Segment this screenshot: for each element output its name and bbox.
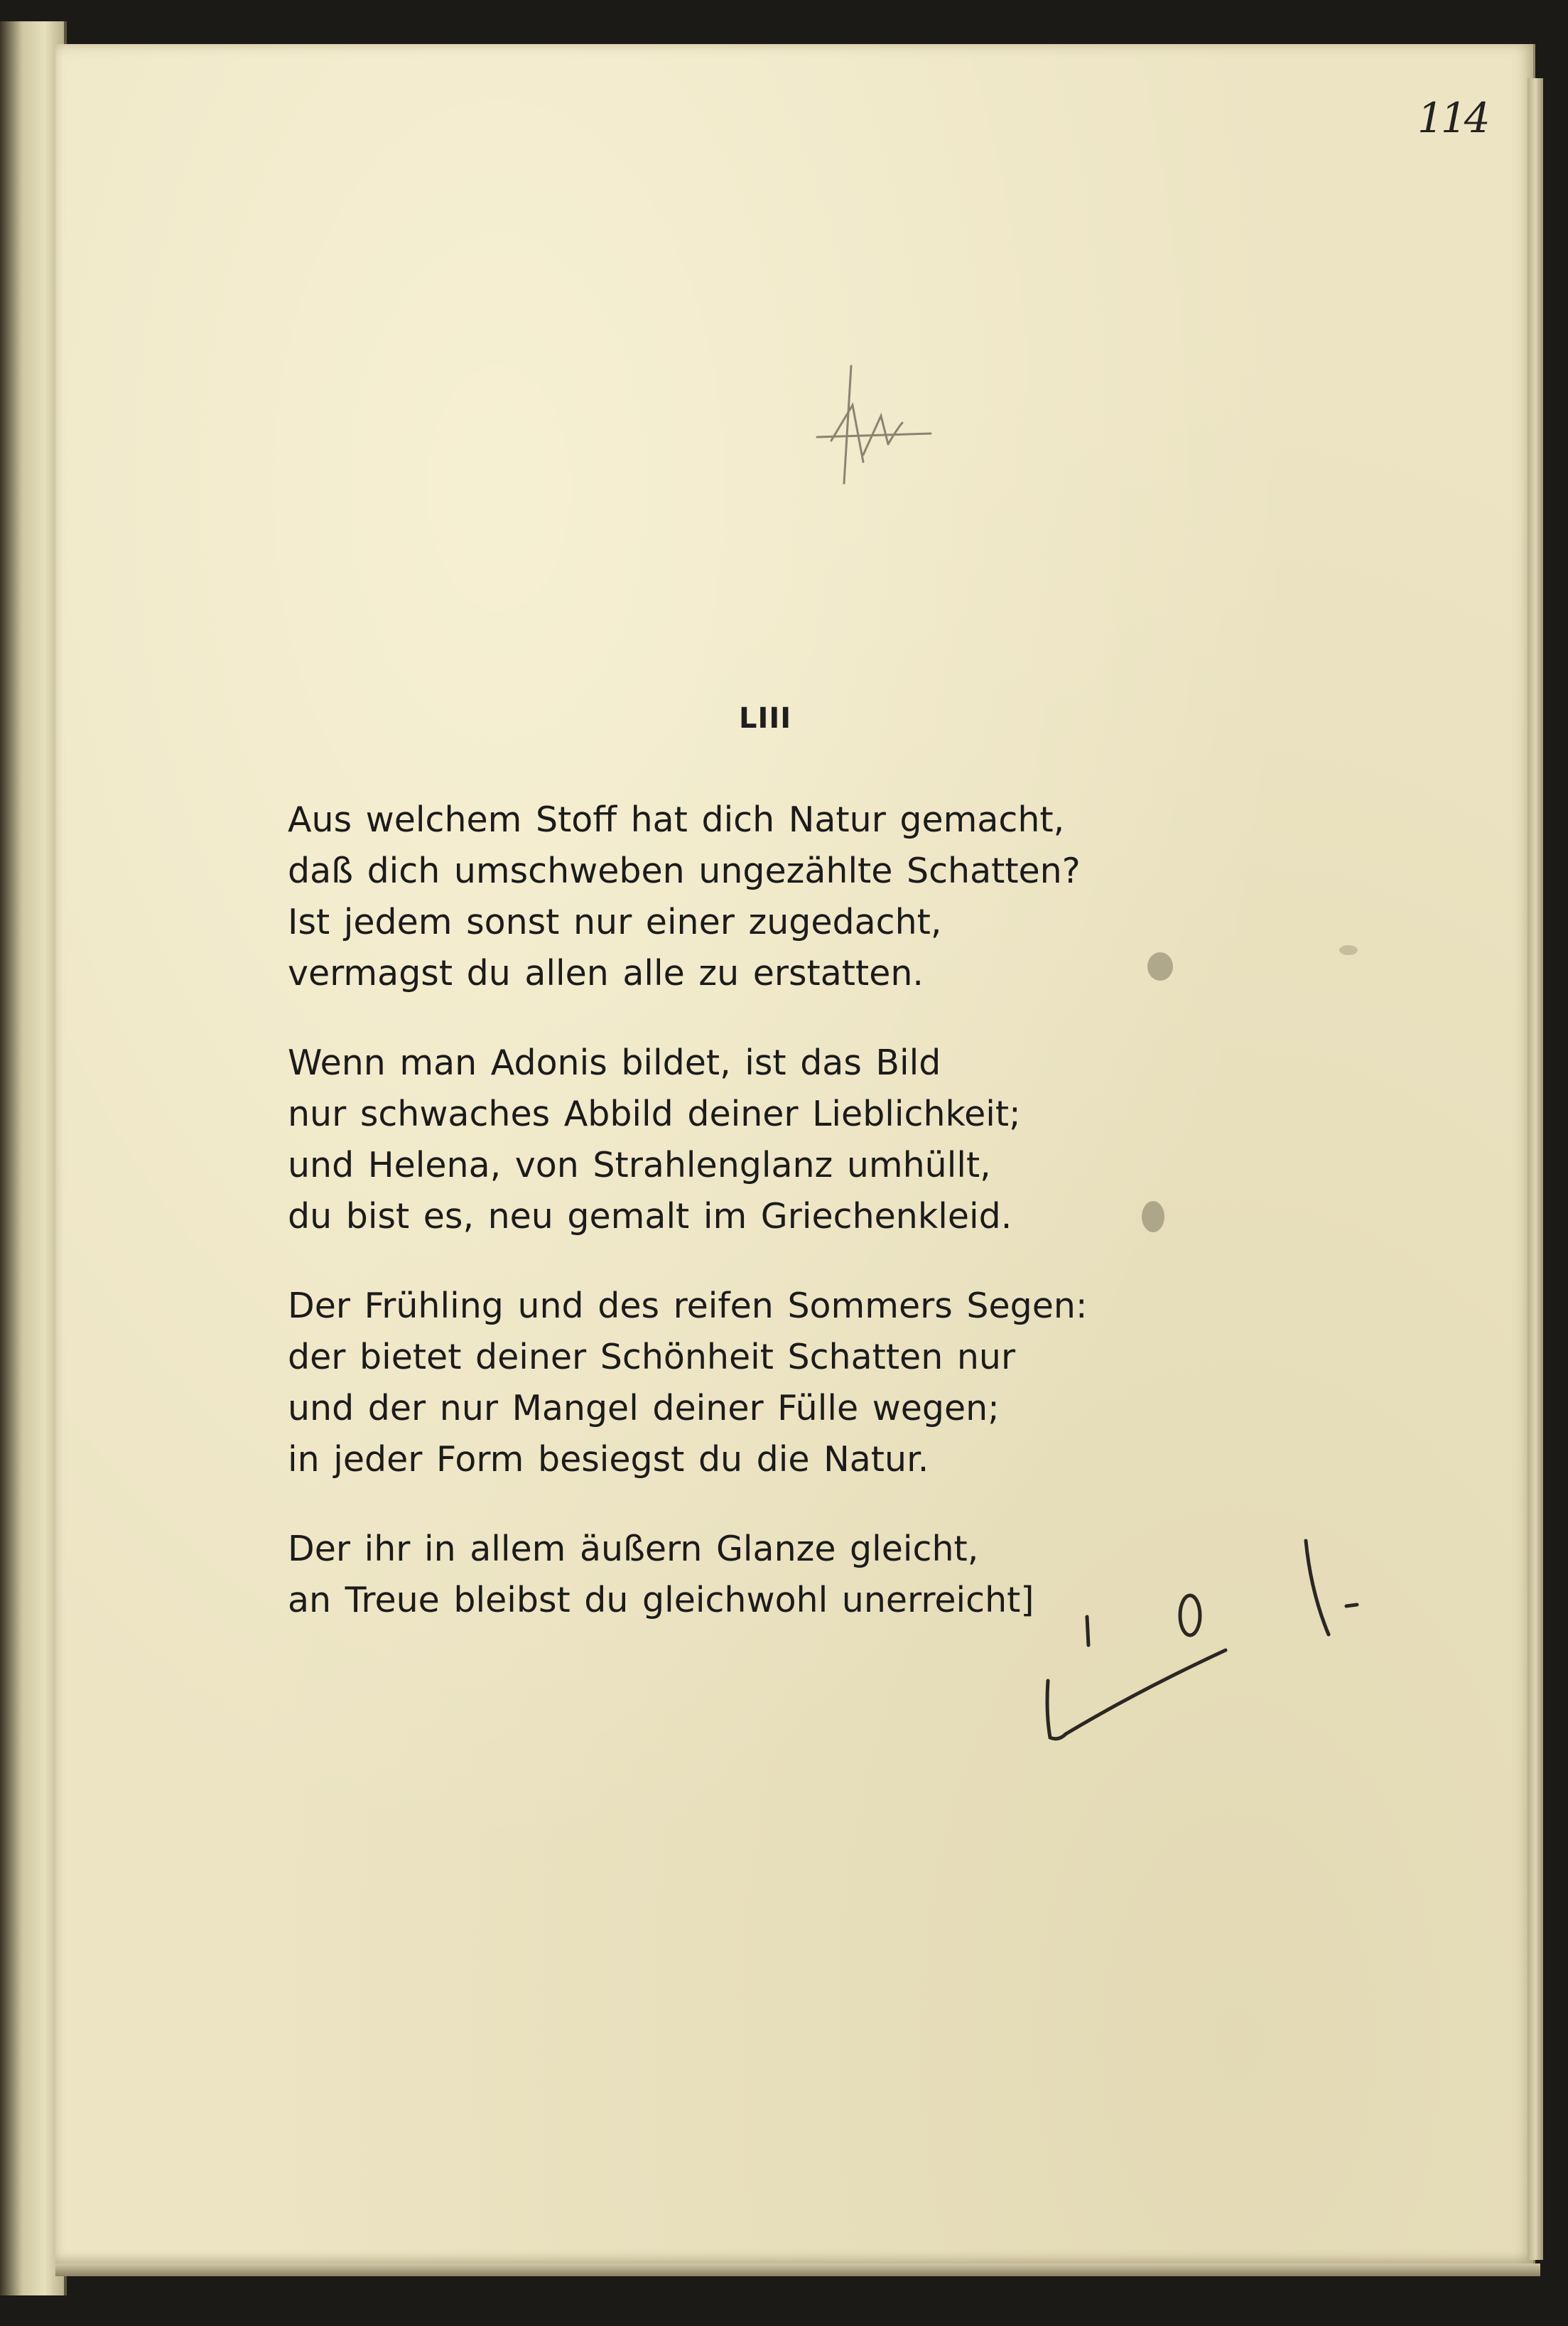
poem-line: daß dich umschweben ungezählte Schatten?: [288, 851, 1081, 891]
poem-heading: LIII: [739, 702, 792, 735]
poem-line: Der Frühling und des reifen Sommers Segen:: [288, 1286, 1088, 1326]
poem-line: du bist es, neu gemalt im Griechenkleid.: [288, 1196, 1012, 1237]
poem-line: nur schwaches Abbild deiner Lieblichkeit;: [288, 1094, 1021, 1134]
poem-line: Der ihr in allem äußern Glanze gleicht,: [288, 1529, 979, 1569]
poem-line: an Treue bleibst du gleichwohl unerreicht]: [288, 1580, 1034, 1620]
poem-line: Ist jedem sonst nur einer zugedacht,: [288, 902, 942, 942]
poem-line: Wenn man Adonis bildet, ist das Bild: [288, 1043, 941, 1083]
poem-line: und Helena, von Strahlenglanz umhüllt,: [288, 1145, 991, 1185]
page-number: 114: [1417, 94, 1488, 142]
poem-line: in jeder Form besiegst du die Natur.: [288, 1439, 929, 1480]
poem-line: Aus welchem Stoff hat dich Natur gemacht,: [288, 799, 1065, 840]
poem-line: vermagst du allen alle zu erstatten.: [288, 953, 924, 994]
poem-line: der bietet deiner Schönheit Schatten nur: [288, 1337, 1016, 1377]
poem-line: und der nur Mangel deiner Fülle wegen;: [288, 1388, 1000, 1428]
